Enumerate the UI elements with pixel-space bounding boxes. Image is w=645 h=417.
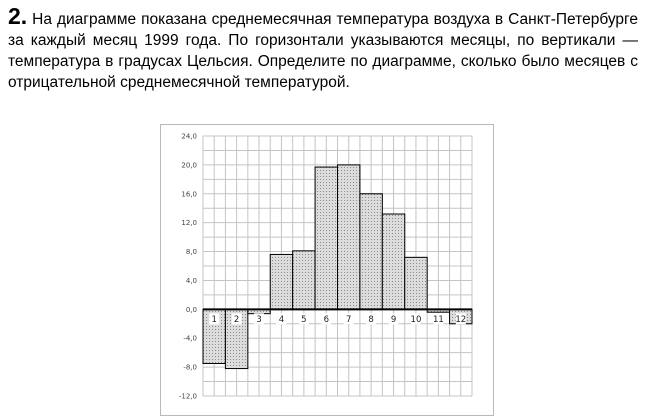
month-label: 10 [410, 314, 422, 325]
month-label: 1 [211, 314, 217, 325]
problem-number: 2. [8, 3, 28, 29]
y-tick-label: 4,0 [185, 276, 197, 285]
month-label: 12 [455, 314, 467, 325]
bar-month-6 [315, 167, 337, 309]
y-tick-label: 12,0 [181, 219, 197, 228]
y-tick-label: -8,0 [183, 363, 197, 372]
month-label: 6 [323, 314, 330, 325]
y-tick-label: 16,0 [181, 190, 197, 199]
y-tick-label: 24,0 [181, 132, 197, 141]
problem-statement [8, 3, 638, 93]
month-label: 9 [390, 314, 397, 325]
y-tick-label: -4,0 [183, 334, 197, 343]
y-tick-label: 0,0 [185, 305, 197, 314]
y-tick-label: 8,0 [185, 248, 197, 257]
problem-text: На диаграмме показана среднемесячная температура воздуха в Санкт-Петербурге за каждый месяц 1999 года. По горизонтали указываются месяцы, по вертикали — температура в градусах Цельсия. Определите по диаграмме, сколько было месяцев с отрицательной среднемесячной температурой. [8, 11, 638, 91]
temperature-chart [161, 125, 493, 415]
month-label: 2 [233, 314, 240, 325]
y-tick-label: -12,0 [178, 392, 197, 401]
chart-frame [160, 124, 494, 416]
bar-month-10 [405, 257, 427, 309]
month-label: 5 [301, 314, 307, 325]
bar-month-7 [338, 165, 360, 309]
problem-block [8, 3, 638, 93]
month-label: 3 [256, 314, 262, 325]
month-label: 7 [345, 314, 352, 325]
month-label: 8 [368, 314, 374, 325]
bar-month-8 [360, 194, 382, 310]
month-label: 11 [432, 314, 444, 325]
bar-month-9 [382, 214, 404, 309]
bar-month-4 [270, 254, 292, 309]
month-label: 4 [278, 314, 285, 325]
bar-month-5 [293, 251, 315, 310]
y-tick-label: 20,0 [181, 161, 197, 170]
